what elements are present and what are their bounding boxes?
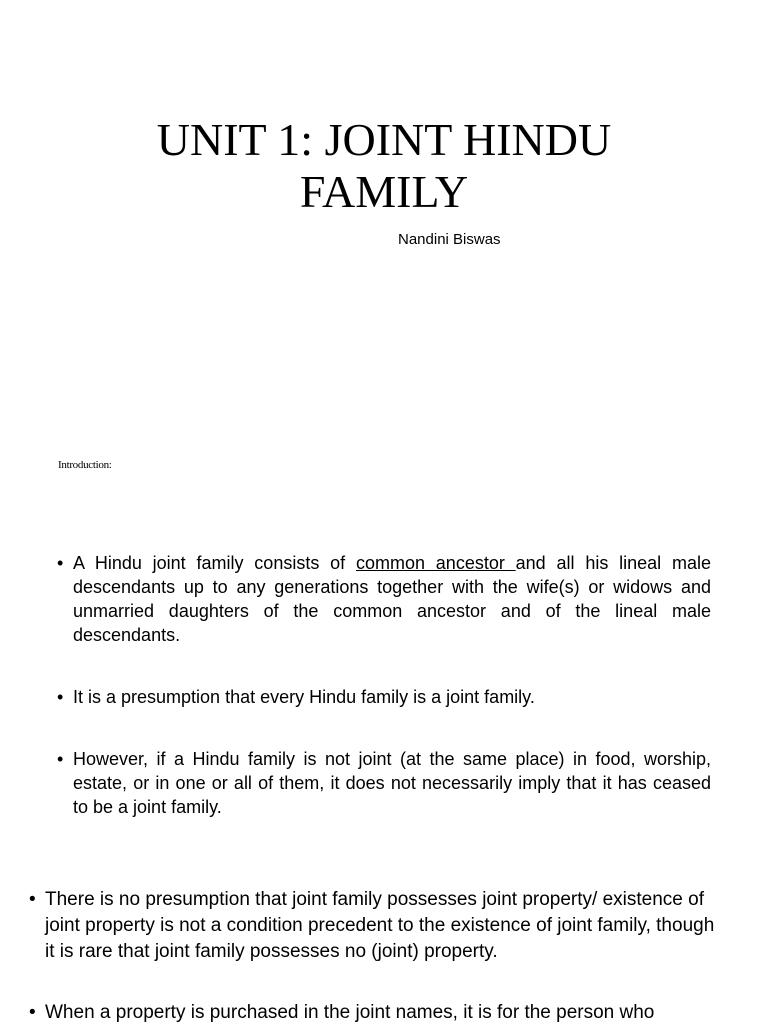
bullet-joint-property <box>29 887 725 965</box>
bullet-joint-family-definition <box>57 551 711 647</box>
author-name: Nandini Biswas <box>398 231 501 248</box>
bullet-text-part: and all his lineal male descendants up to any generations together with the wife(s) or widows and unmarried daughters of the common ancestor and of the lineal male descendants. <box>73 553 711 645</box>
bullet-presumption <box>57 685 711 709</box>
slide-title: UNIT 1: JOINT HINDU FAMILY <box>156 114 612 217</box>
bullet-joint-names <box>29 1000 725 1026</box>
bullet-text: When a property is purchased in the joint names, it is for the person who <box>45 1002 655 1023</box>
underlined-term-common-ancestor: common ancestor <box>355 553 516 573</box>
bullet-marker: • <box>29 889 36 910</box>
bullet-marker: • <box>57 749 64 769</box>
bullet-marker: • <box>57 687 64 707</box>
bullet-not-ceased <box>57 747 711 819</box>
bullet-text: It is a presumption that every Hindu family is a joint family. <box>73 687 535 707</box>
bullet-marker: • <box>29 1002 36 1023</box>
bullet-text: There is no presumption that joint family possesses joint property/ existence of joint property is not a condition precedent to the existence of joint family, though it is rare that joint family possesses no (joint) property. <box>45 889 715 962</box>
bullet-text: However, if a Hindu family is not joint (at the same place) in food, worship, estate, or in one or all of them, it does not necessarily imply that it has ceased to be a joint family. <box>73 749 711 817</box>
bullet-text-part: A Hindu joint family consists of <box>73 553 356 573</box>
bullet-marker: • <box>57 553 64 573</box>
section-heading-introduction: Introduction: <box>58 459 112 471</box>
